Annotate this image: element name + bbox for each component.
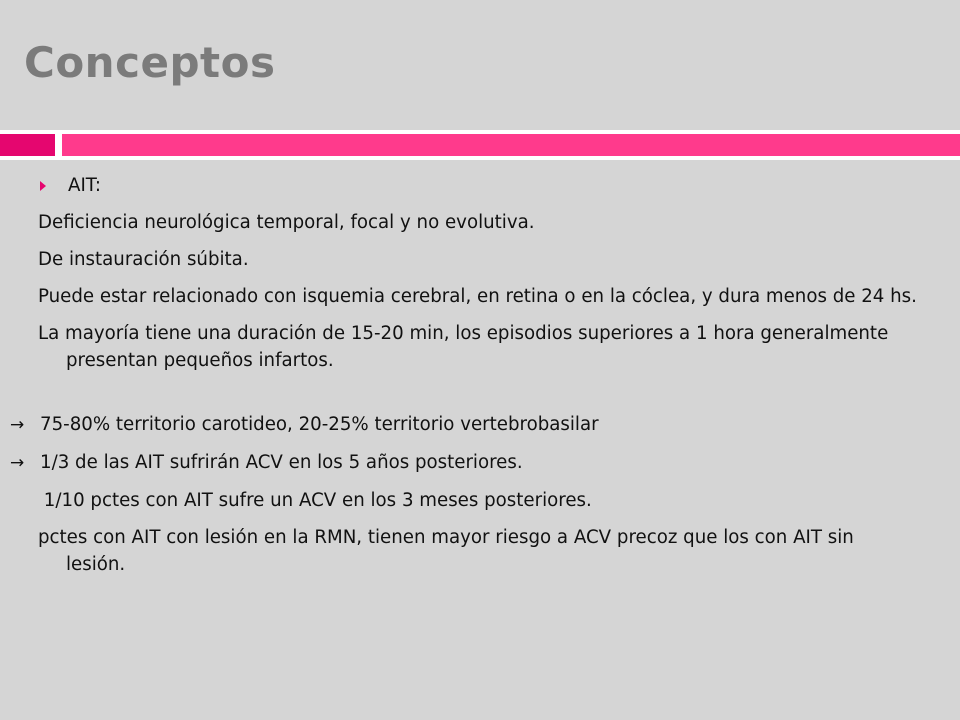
paragraph: Deficiencia neurológica temporal, focal y no evolutiva. bbox=[38, 212, 535, 233]
paragraph: pctes con AIT con lesión en la RMN, tienen mayor riesgo a ACV precoz que los con AIT sin lesión. bbox=[38, 527, 854, 575]
divider-accent-right bbox=[62, 134, 960, 156]
triangle-bullet-icon bbox=[40, 181, 46, 191]
arrow-item: → 75-80% territorio carotideo, 20-25% territorio vertebrobasilar bbox=[10, 414, 599, 435]
arrow-item-text: 75-80% territorio carotideo, 20-25% territorio vertebrobasilar bbox=[40, 414, 599, 435]
bullet-text: AIT: bbox=[68, 175, 102, 196]
paragraph: Puede estar relacionado con isquemia cerebral, en retina o en la cóclea, y dura menos de 24 hs. bbox=[38, 286, 917, 307]
paragraph: De instauración súbita. bbox=[38, 249, 249, 270]
arrow-item: → 1/3 de las AIT sufrirán ACV en los 5 años posteriores. bbox=[10, 452, 523, 473]
divider-accent-left bbox=[0, 134, 55, 156]
bullet-item bbox=[38, 172, 918, 199]
paragraph: La mayoría tiene una duración de 15-20 min, los episodios superiores a 1 hora generalmente presentan pequeños infartos. bbox=[38, 323, 889, 371]
slide-body bbox=[10, 172, 918, 588]
spacer bbox=[38, 384, 918, 411]
slide-title: Conceptos bbox=[24, 38, 276, 87]
paragraph: 1/10 pctes con AIT sufre un ACV en los 3 meses posteriores. bbox=[38, 490, 592, 511]
arrow-item-text: 1/3 de las AIT sufrirán ACV en los 5 años posteriores. bbox=[40, 452, 523, 473]
